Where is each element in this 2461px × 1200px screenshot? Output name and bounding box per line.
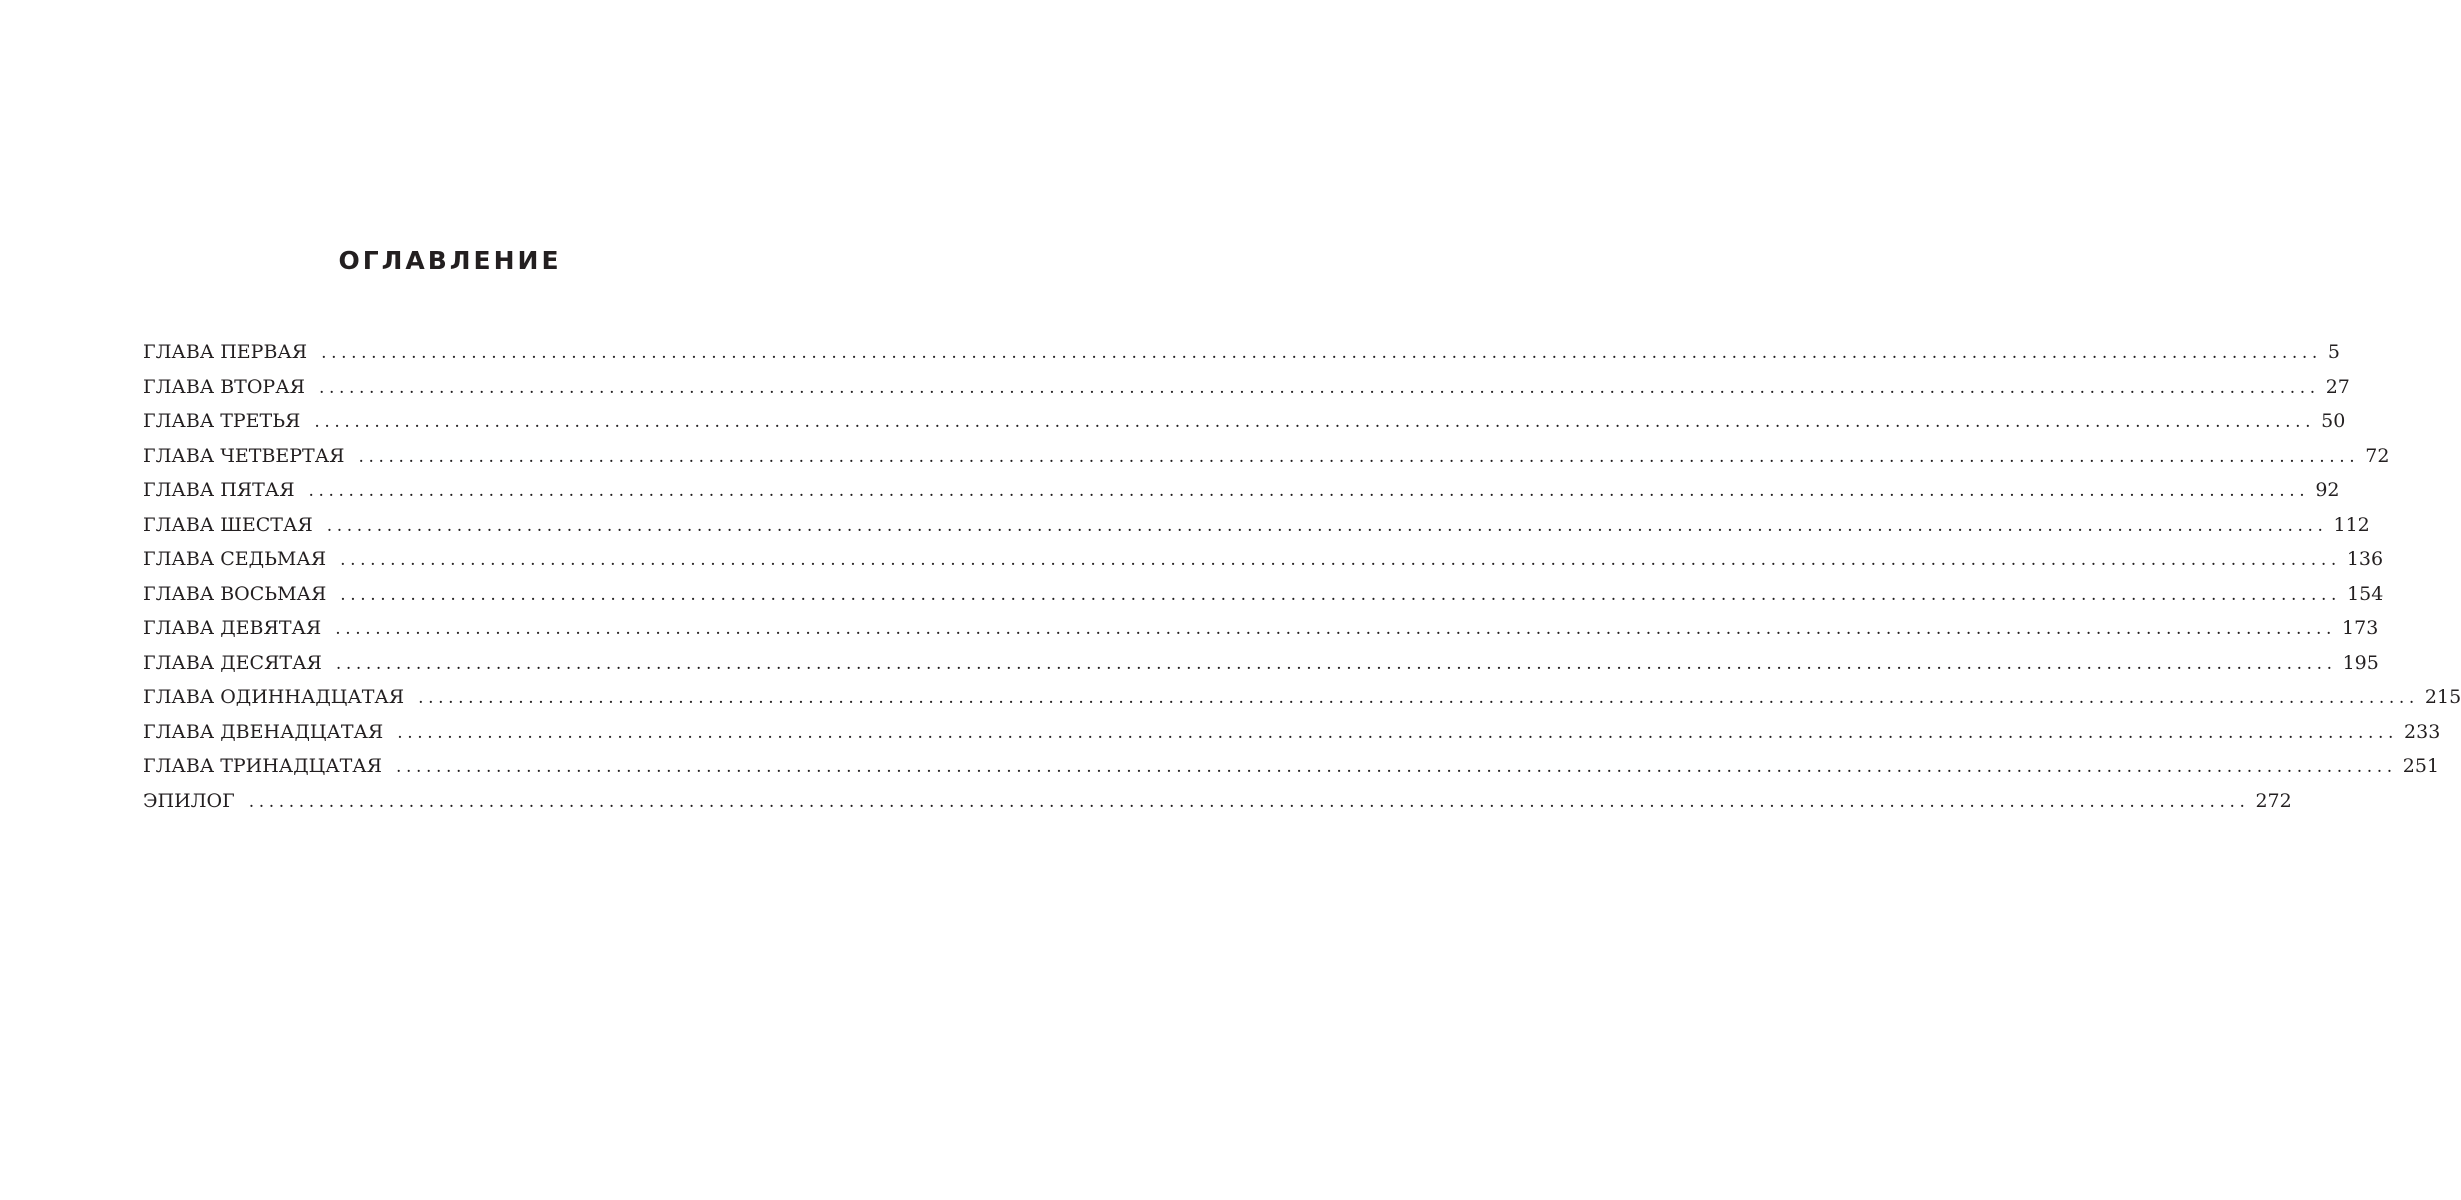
dot-leader: ........................................................................................................................................................................................................ [358,446,2360,467]
toc-entry-page-number: 233 [2404,720,2441,743]
toc-entry-chapter-6[interactable] [143,508,2370,543]
toc-entry-page-number: 215 [2424,686,2461,708]
toc-entry-label: ГЛАВА ТРЕТЬЯ [143,410,301,432]
toc-entry-page-number: 136 [2346,548,2384,570]
toc-entry-page-number: 195 [2342,651,2379,674]
dot-leader: ........................................................................................................................................................................................................ [308,481,2310,501]
dot-leader: ........................................................................................................................................................................................................ [397,722,2399,743]
toc-entry-page-number: 92 [2315,479,2340,501]
dot-leader: ........................................................................................................................................................................................................ [314,412,2316,432]
toc-entry-label: ГЛАВА ВТОРАЯ [143,375,305,398]
toc-entry-chapter-4[interactable] [143,439,2390,474]
toc-entry-page-number: 272 [2255,789,2292,812]
toc-title: ОГЛАВЛЕНИЕ [338,246,562,275]
toc-entry-label: ЭПИЛОГ [143,789,235,812]
toc-entry-page-number: 27 [2325,375,2350,398]
dot-leader: ........................................................................................................................................................................................................ [318,377,2320,398]
toc-entry-page-number: 5 [2327,341,2340,363]
toc-entry-page-number: 173 [2342,617,2379,639]
toc-entry-label: ГЛАВА ДВЕНАДЦАТАЯ [143,720,384,743]
toc-entry-chapter-13[interactable] [143,749,2440,784]
dot-leader: ........................................................................................................................................................................................................ [321,343,2322,363]
toc-entry-label: ГЛАВА ОДИННАДЦАТАЯ [143,686,405,708]
toc-entry-page-number: 112 [2333,513,2370,536]
toc-entry-page-number: 154 [2347,582,2384,605]
toc-entry-label: ГЛАВА ПЯТАЯ [143,479,295,501]
toc-entry-label: ГЛАВА СЕДЬМАЯ [143,548,327,570]
toc-entry-chapter-12[interactable] [143,715,2441,750]
toc-entry-chapter-10[interactable] [143,646,2379,681]
toc-entry-chapter-7[interactable] [143,542,2384,577]
toc-list [143,335,2461,818]
toc-entry-chapter-5[interactable] [143,473,2340,508]
toc-entry-label: ГЛАВА ДЕВЯТАЯ [143,617,322,639]
toc-entry-page-number: 251 [2402,755,2440,777]
dot-leader: ........................................................................................................................................................................................................ [335,653,2337,674]
toc-entry-chapter-9[interactable] [143,611,2379,646]
toc-entry-chapter-8[interactable] [143,577,2384,612]
dot-leader: ........................................................................................................................................................................................................ [340,584,2342,605]
toc-entry-label: ГЛАВА ТРИНАДЦАТАЯ [143,755,383,777]
toc-entry-label: ГЛАВА ШЕСТАЯ [143,513,313,536]
toc-entry-label: ГЛАВА ВОСЬМАЯ [143,582,327,605]
toc-entry-chapter-11[interactable] [143,680,2461,715]
toc-entry-chapter-1[interactable] [143,335,2340,370]
dot-leader: ........................................................................................................................................................................................................ [340,550,2341,570]
toc-entry-page-number: 72 [2365,444,2390,467]
toc-entry-label: ГЛАВА ДЕСЯТАЯ [143,651,322,674]
toc-entry-chapter-3[interactable] [143,404,2346,439]
dot-leader: ........................................................................................................................................................................................................ [418,688,2419,708]
dot-leader: ........................................................................................................................................................................................................ [248,791,2250,812]
toc-entry-label: ГЛАВА ЧЕТВЕРТАЯ [143,444,345,467]
toc-entry-chapter-2[interactable] [143,370,2350,405]
toc-entry-page-number: 50 [2321,410,2346,432]
dot-leader: ........................................................................................................................................................................................................ [326,515,2328,536]
dot-leader: ........................................................................................................................................................................................................ [335,619,2337,639]
dot-leader: ........................................................................................................................................................................................................ [396,757,2397,777]
toc-entry-label: ГЛАВА ПЕРВАЯ [143,341,308,363]
toc-entry-epilogue[interactable] [143,784,2292,819]
